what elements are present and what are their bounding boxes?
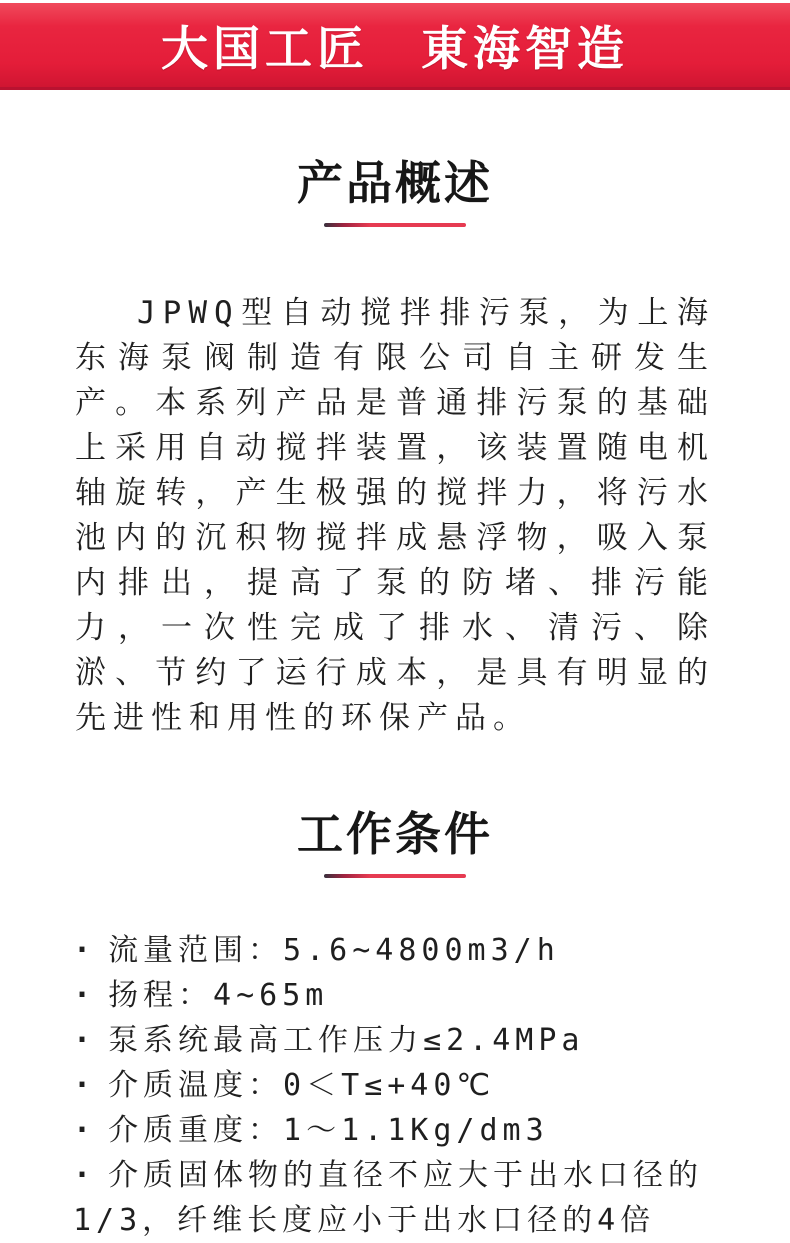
working-conditions-section-title: 工作条件 [297,807,493,862]
bullet-dot: · [73,1068,97,1104]
list-item [73,1018,717,1063]
bullet-dot: · [73,1158,97,1194]
overview-section-title: 产品概述 [297,156,493,210]
bullet-dot: · [73,1023,97,1059]
list-item [73,1108,717,1153]
list-item-text: 介质温度：0＜T≤+40℃ [108,1068,496,1104]
list-item-text: 介质重度：1～1.1Kg/dm3 [108,1113,549,1149]
section-overview [0,156,790,741]
section-working-conditions [0,807,790,1243]
top-banner [0,3,790,90]
list-item-text: 介质固体物的直径不应大于出水口径的1/3，纤维长度应小于出水口径的4倍 [73,1158,704,1239]
banner-title: 大国工匠 東海智造 [161,21,629,77]
bullet-dot: · [73,933,97,969]
list-item-text: 流量范围：5.6~4800m3/h [108,933,560,969]
bullet-dot: · [73,1113,97,1149]
list-item-text: 泵系统最高工作压力≤2.4MPa [108,1023,585,1059]
product-document-page [0,3,790,1239]
title-underline [324,223,466,227]
list-item-text: 扬程：4~65m [108,978,329,1014]
working-conditions-list [73,928,717,1243]
list-item [73,1063,717,1108]
title-underline [324,874,466,878]
overview-paragraph: JPWQ型自动搅拌排污泵，为上海东海泵阀制造有限公司自主研发生产。本系列产品是普通排污泵的基础上采用自动搅拌装置，该装置随电机轴旋转，产生极强的搅拌力，将污水池内的沉积物搅拌成悬浮物，吸入泵内排出，提高了泵的防堵、排污能力，一次性完成了排水、清污、除淤、节约了运行成本，是具有明显的先进性和用性的环保产品。 [75,295,715,737]
list-item [73,973,717,1018]
bullet-dot: · [73,978,97,1014]
list-item [73,928,717,973]
list-item [73,1153,717,1243]
